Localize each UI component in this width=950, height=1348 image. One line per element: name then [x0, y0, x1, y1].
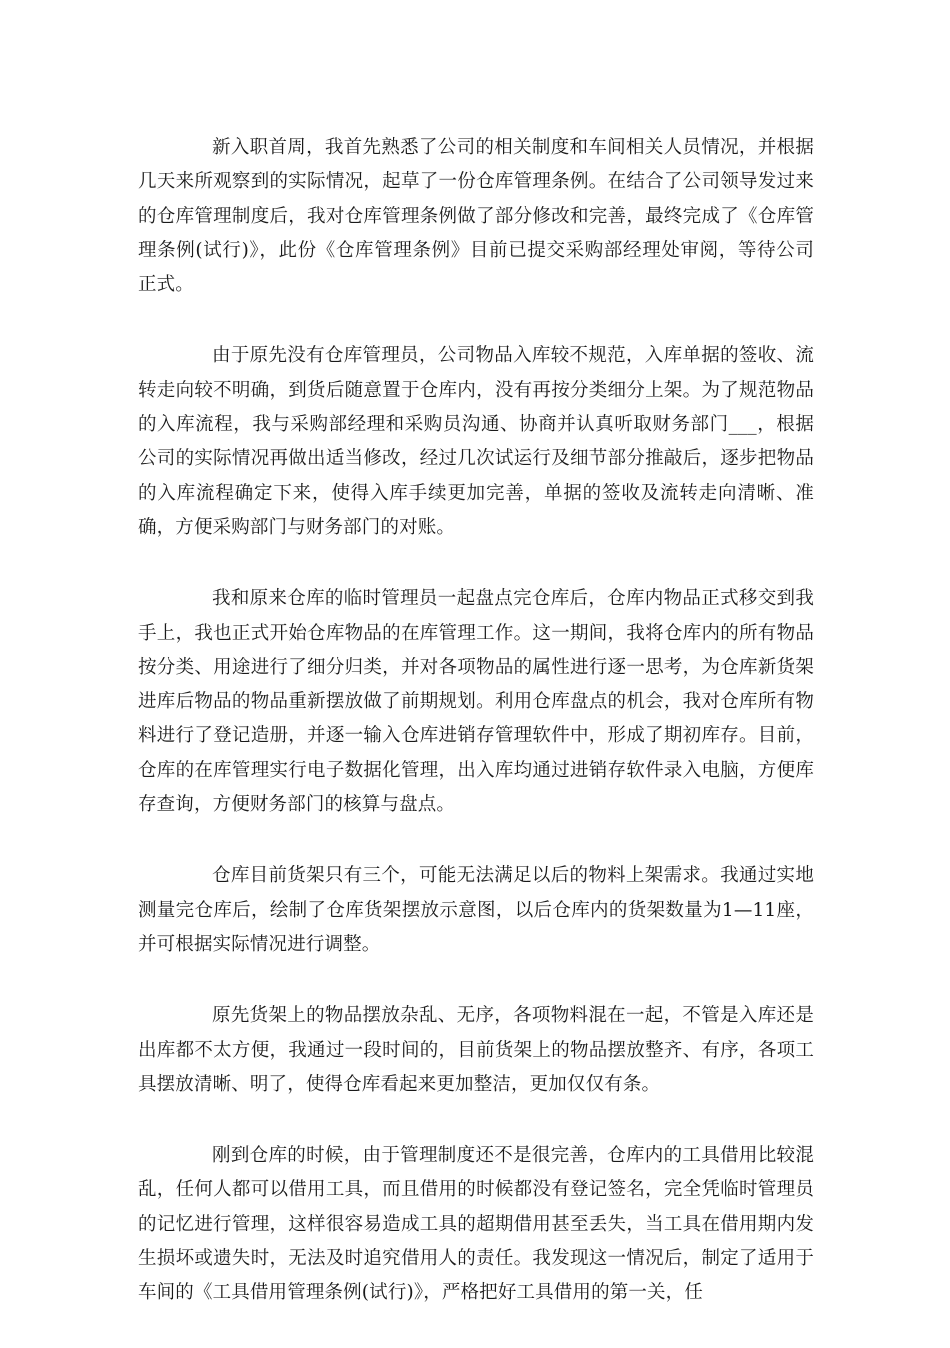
- paragraph-shelf-arrangement: 原先货架上的物品摆放杂乱、无序，各项物料混在一起，不管是入库还是出库都不太方便，我通过一段时间的，目前货架上的物品摆放整齐、有序，各项工具摆放清晰、明了，使得仓库看起来更加整洁，更加仅仅有条。: [138, 1005, 814, 1095]
- document-body: [138, 131, 814, 1348]
- paragraph-tool-borrowing: 刚到仓库的时候，由于管理制度还不是很完善，仓库内的工具借用比较混乱，任何人都可以借用工具，而且借用的时候都没有登记签名，完全凭临时管理员的记忆进行管理，这样很容易造成工具的超期借用甚至丢失，当工具在借用期内发生损坏或遗失时，无法及时追究借用人的责任。我发现这一情况后，制定了适用于车间的《工具借用管理条例(试行)》，严格把好工具借用的第一关，任: [138, 1145, 814, 1304]
- paragraph-shelf-planning: 仓库目前货架只有三个，可能无法满足以后的物料上架需求。我通过实地测量完仓库后，绘制了仓库货架摆放示意图，以后仓库内的货架数量为1—11座，并可根据实际情况进行调整。: [138, 865, 814, 955]
- paragraph-onboarding-regulations: 新入职首周，我首先熟悉了公司的相关制度和车间相关人员情况，并根据几天来所观察到的实际情况，起草了一份仓库管理条例。在结合了公司领导发过来的仓库管理制度后，我对仓库管理条例做了部分修改和完善，最终完成了《仓库管理条例(试行)》，此份《仓库管理条例》目前已提交采购部经理处审阅，等待公司正式。: [138, 137, 814, 296]
- paragraph-inbound-process: 由于原先没有仓库管理员，公司物品入库较不规范，入库单据的签收、流转走向较不明确，到货后随意置于仓库内，没有再按分类细分上架。为了规范物品的入库流程，我与采购部经理和采购员沟通、协商并认真听取财务部门___，根据公司的实际情况再做出适当修改，经过几次试运行及细节部分推敲后，逐步把物品的入库流程确定下来，使得入库手续更加完善，单据的签收及流转走向清晰、准确，方便采购部门与财务部门的对账。: [138, 345, 814, 538]
- paragraph-inventory-management: 我和原来仓库的临时管理员一起盘点完仓库后，仓库内物品正式移交到我手上，我也正式开始仓库物品的在库管理工作。这一期间，我将仓库内的所有物品按分类、用途进行了细分归类，并对各项物品的属性进行逐一思考，为仓库新货架进库后物品的物品重新摆放做了前期规划。利用仓库盘点的机会，我对仓库所有物料进行了登记造册，并逐一输入仓库进销存管理软件中，形成了期初库存。目前，仓库的在库管理实行电子数据化管理，出入库均通过进销存软件录入电脑，方便库存查询，方便财务部门的核算与盘点。: [138, 588, 814, 816]
